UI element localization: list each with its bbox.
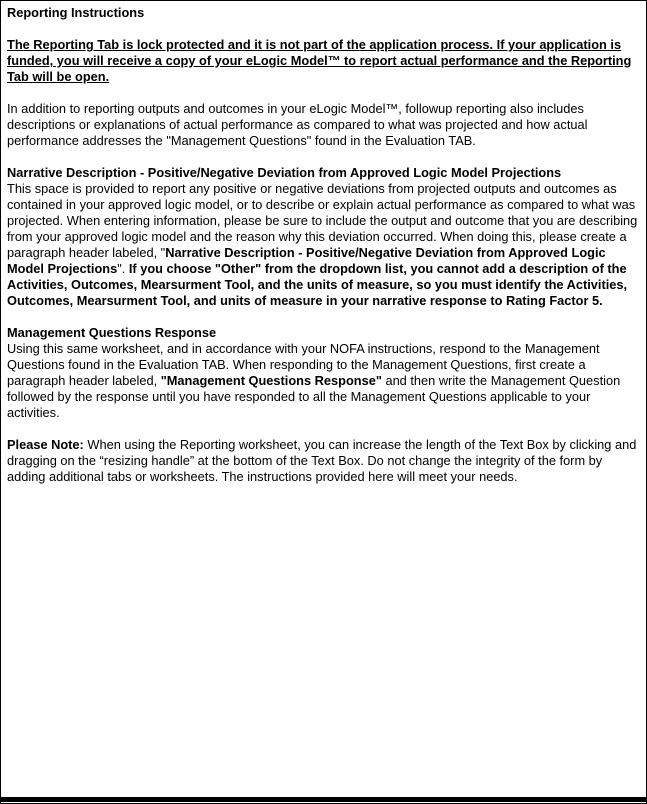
management-questions-heading: Management Questions Response [7,325,217,340]
narrative-deviation-heading: Narrative Description - Positive/Negative Deviation from Approved Logic Model Projections [7,165,562,180]
management-body-intro: Using this same worksheet, and in accordance with your NOFA instructions, respond to the Management Questions found in the Evaluation TAB. When responding to the Management Questions, first create a paragraph header labeled, [7,341,600,388]
narrative-other-warning: If you choose "Other" from the dropdown list, you cannot add a description of the Activities, Outcomes, Mearsurment Tool, and the units of measure, so you must identify the Activities, Outcomes, Mearsurment Tool, and units of measure in your narrative response to Rating Factor 5. [7,261,628,308]
lock-protected-notice: The Reporting Tab is lock protected and it is not part of the application process. If your application is funded, you will receive a copy of your eLogic Model™ to report actual performance and the Reporting Tab will be open. [7,37,632,84]
instructions-content [1,1,646,485]
please-note-paragraph [7,437,640,485]
please-note-body: When using the Reporting worksheet, you can increase the length of the Text Box by clicking and dragging on the “resizing handle” at the bottom of the Text Box. Do not change the integrity of the form by adding additional tabs or worksheets. The instructions provided here will meet your needs. [7,437,637,484]
please-note-label: Please Note: [7,437,84,452]
narrative-body-mid: ". [117,261,129,276]
bottom-edge-bar [1,797,646,802]
narrative-body-intro: This space is provided to report any positive or negative deviations from projected outputs and outcomes as contained in your approved logic model, or to describe or explain actual performance as compared to what was projected. When entering information, please be sure to include the output and outcome that you are describing from your approved logic model and the reason why this deviation occurred. When doing this, please create a paragraph header labeled, " [7,181,638,260]
narrative-header-label: Narrative Description - Positive/Negative Deviation from Approved Logic Model Projections [7,245,606,276]
narrative-deviation-paragraph [7,181,640,309]
management-header-label: "Management Questions Response" [160,373,382,388]
followup-reporting-paragraph: In addition to reporting outputs and outcomes in your eLogic Model™, followup reporting also includes descriptions or explanations of actual performance as compared to what was projected and how actual performance addresses the "Management Questions" found in the Evaluation TAB. [7,101,588,148]
management-body-end: and then write the Management Question followed by the response until you have responded to all the Management Questions applicable to your activities. [7,373,621,420]
management-questions-paragraph [7,341,640,421]
page-title: Reporting Instructions [7,5,145,20]
